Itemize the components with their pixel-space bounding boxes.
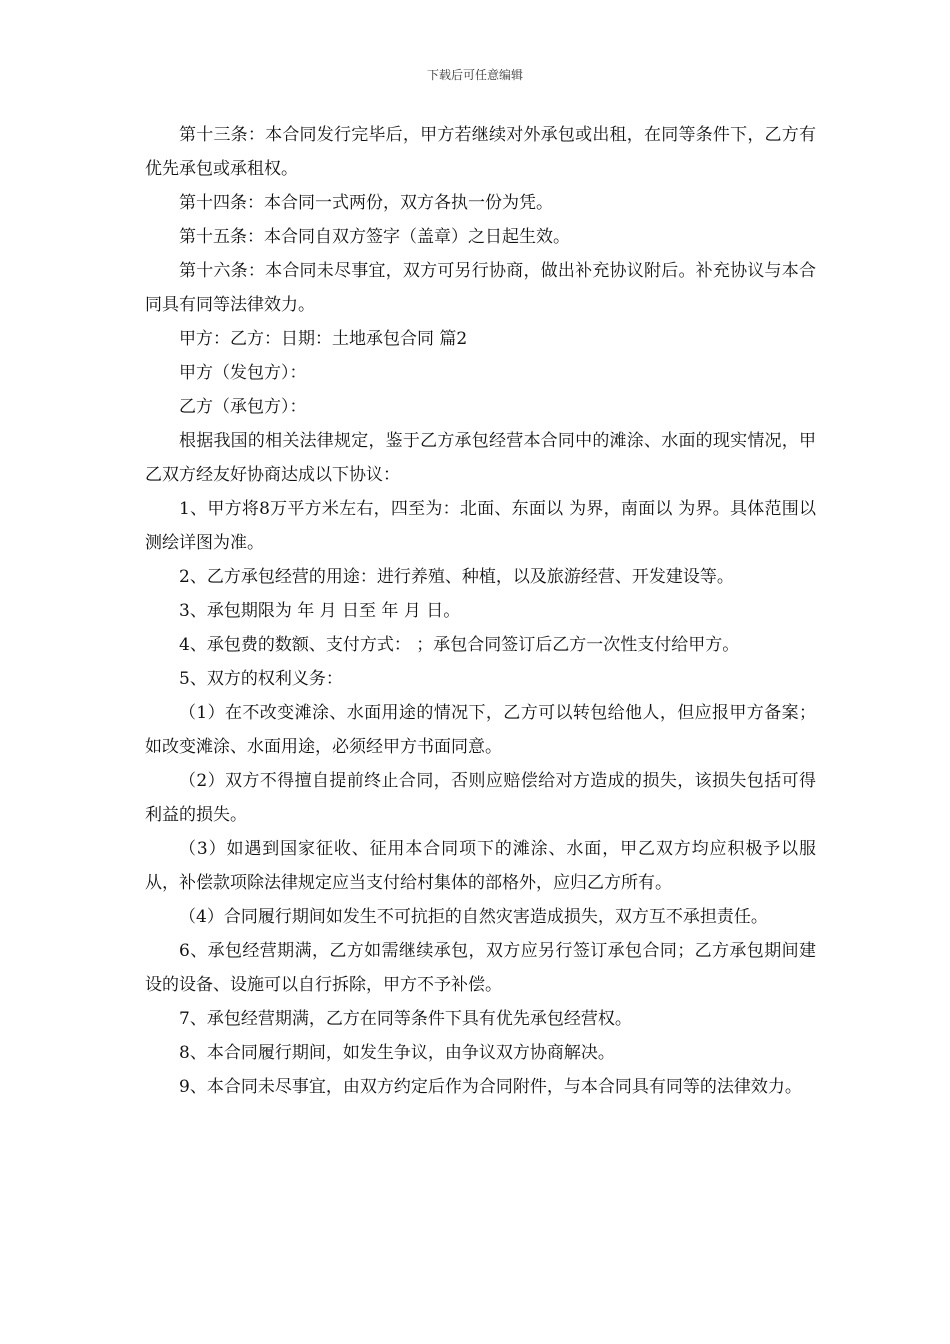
paragraph-party-b: 乙方（承包方）： (179, 397, 307, 417)
document-body (145, 118, 816, 1104)
paragraph-clause-7: 7、承包经营期满，乙方在同等条件下具有优先承包经营权。 (179, 1009, 632, 1029)
page-header: 下载后可任意编辑 (426, 68, 523, 82)
paragraph-clause-6: 6、承包经营期满，乙方如需继续承包，双方应另行签订承包合同；乙方承包期间建设的设备、设施可以自行拆除，甲方不予补偿。 (145, 941, 816, 995)
paragraph-clause-5-3: （3）如遇到国家征收、征用本合同项下的滩涂、水面，甲乙双方均应积极予以服从，补偿款项除法律规定应当支付给村集体的部格外，应归乙方所有。 (145, 839, 816, 893)
paragraph-signature-line: 甲方：乙方：日期：土地承包合同 篇2 (179, 329, 468, 349)
paragraph-clause-5-1: （1）在不改变滩涂、水面用途的情况下，乙方可以转包给他人，但应报甲方备案；如改变滩涂、水面用途，必须经甲方书面同意。 (145, 703, 816, 757)
paragraph-article-15: 第十五条：本合同自双方签字（盖章）之日起生效。 (179, 227, 570, 247)
paragraph-clause-9: 9、本合同未尽事宜，由双方约定后作为合同附件，与本合同具有同等的法律效力。 (179, 1077, 802, 1097)
paragraph-clause-5-2: （2）双方不得擅自提前终止合同，否则应赔偿给对方造成的损失，该损失包括可得利益的损失。 (145, 771, 816, 825)
paragraph-clause-4: 4、承包费的数额、支付方式： ；承包合同签订后乙方一次性支付给甲方。 (179, 635, 740, 655)
paragraph-clause-8: 8、本合同履行期间，如发生争议，由争议双方协商解决。 (179, 1043, 615, 1063)
paragraph-clause-1: 1、甲方将8万平方米左右，四至为：北面、东面以 为界，南面以 为界。具体范围以测绘详图为准。 (145, 499, 816, 553)
paragraph-preamble: 根据我国的相关法律规定，鉴于乙方承包经营本合同中的滩涂、水面的现实情况，甲乙双方经友好协商达成以下协议： (145, 431, 816, 485)
paragraph-clause-5-4: （4）合同履行期间如发生不可抗拒的自然灾害造成损失，双方互不承担责任。 (179, 907, 768, 927)
paragraph-clause-3: 3、承包期限为 年 月 日至 年 月 日。 (179, 601, 461, 621)
paragraph-party-a: 甲方（发包方）： (179, 363, 307, 383)
paragraph-article-14: 第十四条：本合同一式两份，双方各执一份为凭。 (179, 193, 553, 213)
paragraph-article-13: 第十三条：本合同发行完毕后，甲方若继续对外承包或出租，在同等条件下，乙方有优先承包或承租权。 (145, 125, 816, 179)
paragraph-clause-2: 2、乙方承包经营的用途：进行养殖、种植，以及旅游经营、开发建设等。 (179, 567, 734, 587)
paragraph-article-16: 第十六条：本合同未尽事宜，双方可另行协商，做出补充协议附后。补充协议与本合同具有同等法律效力。 (145, 261, 816, 315)
paragraph-clause-5: 5、双方的权利义务： (179, 669, 343, 689)
